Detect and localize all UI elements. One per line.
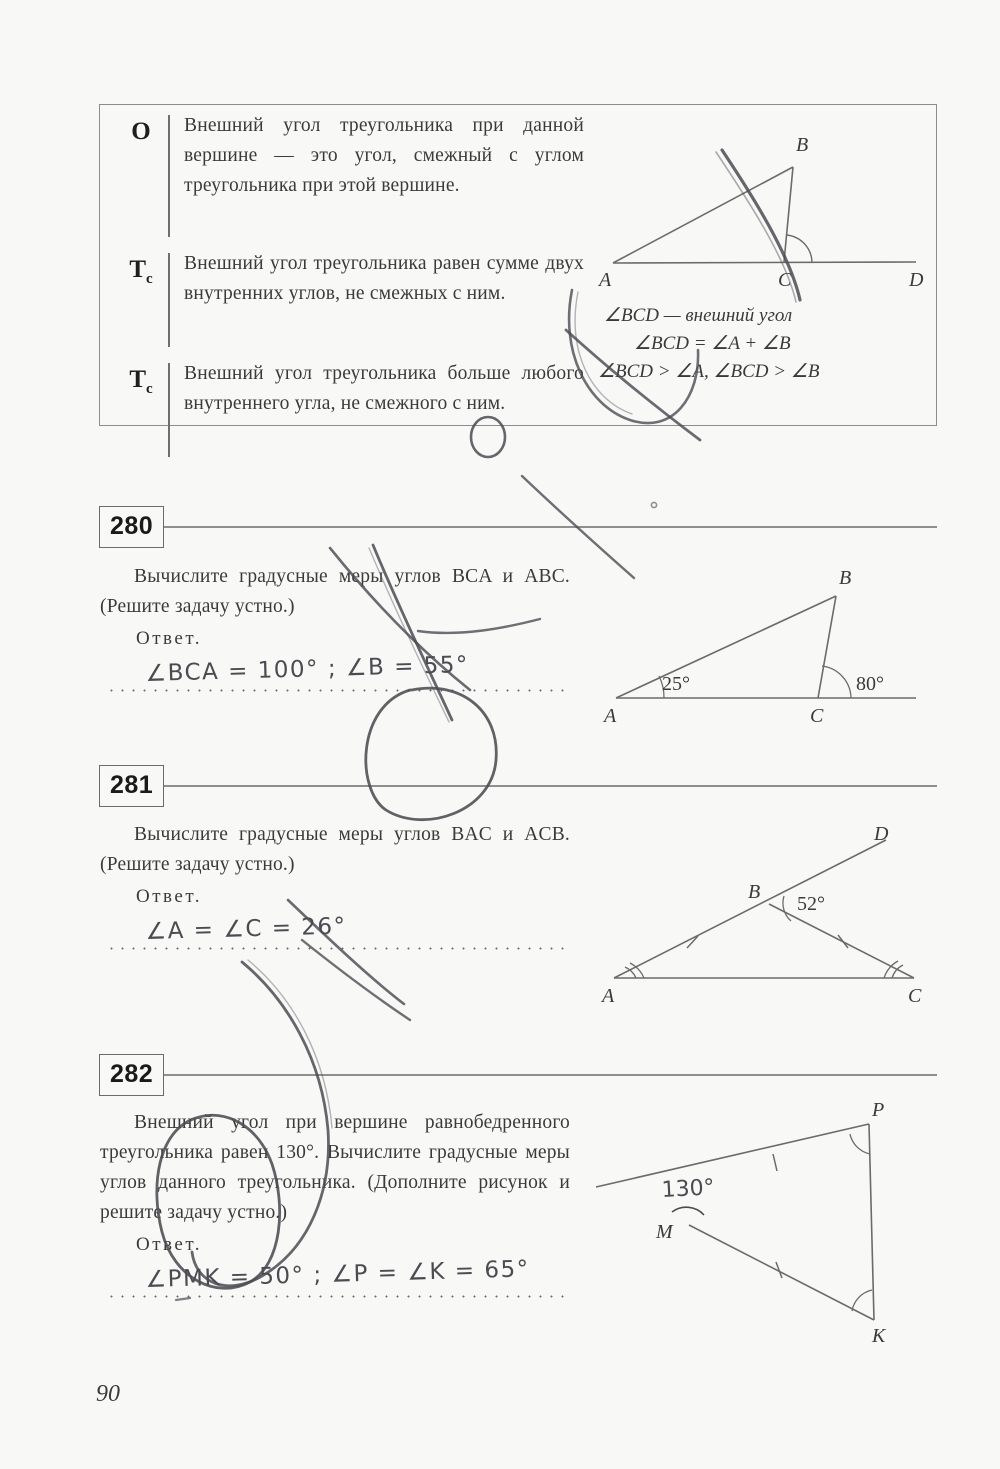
definition-row	[114, 111, 584, 237]
vertex-label-a: A	[599, 269, 612, 291]
exercise-text-281: Вычислите градусные меры углов BAC и ACB. (Решите задачу устно.)	[100, 824, 570, 875]
exercise-text-282: Внешний угол при вершине равнобедренного треугольника равен 130°. Вычислите градусные меры углов данного треугольника. (Дополните рисунок и решите задачу устно.)	[100, 1112, 570, 1223]
marker-letter: Т	[129, 256, 146, 283]
figure-caption-3: ∠BCD > ∠A, ∠BCD > ∠B	[598, 361, 820, 382]
exercise-header-282	[99, 1054, 937, 1096]
figure-caption-1: ∠BCD — внешний угол	[604, 305, 793, 326]
answer-label-282: Ответ.	[136, 1234, 202, 1255]
line-bc	[769, 904, 914, 978]
figure-svg	[586, 822, 931, 1017]
definition-row	[114, 359, 584, 457]
definition-row	[114, 249, 584, 347]
angle-arc-a-inner	[625, 967, 636, 978]
exercise-header-280	[99, 506, 937, 548]
line-abd	[614, 840, 886, 978]
answer-label-281: Ответ.	[136, 886, 202, 907]
vertex-label-m: M	[656, 1221, 673, 1243]
page-number: 90	[96, 1381, 120, 1407]
answer-dotted-line	[106, 1295, 570, 1298]
vertical-divider	[168, 253, 170, 347]
figure-svg	[586, 1092, 931, 1357]
vertex-label-a: A	[604, 705, 617, 727]
marker-theorem	[114, 359, 168, 404]
line-ab	[616, 596, 836, 698]
handwritten-answer-281: ∠A = ∠C = 26°	[145, 913, 347, 946]
marker-letter: О	[131, 118, 151, 145]
answer-slot-282[interactable]	[100, 1256, 570, 1304]
vertex-label-d: D	[874, 823, 889, 845]
exercise-header-281	[99, 765, 937, 807]
definition-rows	[114, 111, 584, 469]
handwritten-answer-280: ∠BCA = 100° ; ∠B = 55°	[145, 651, 470, 688]
answer-dotted-line	[106, 947, 570, 950]
line-bc	[784, 167, 793, 262]
exercise-text-280: Вычислите градусные меры углов BCA и ABC. (Решите задачу устно.)	[100, 566, 570, 617]
figure-svg	[586, 123, 931, 413]
figure-exercise-282	[586, 1092, 931, 1357]
vertex-label-b: B	[796, 134, 809, 156]
vertex-label-a: A	[602, 985, 615, 1007]
vertex-label-p: P	[872, 1099, 885, 1121]
angle-value-m-handwritten: 130°	[661, 1175, 716, 1203]
exercise-number-281: 281	[99, 765, 164, 807]
figure-exercise-280	[586, 556, 926, 731]
figure-svg	[586, 556, 926, 731]
doodle-stroke	[248, 960, 332, 1128]
angle-arc-bcd	[786, 235, 812, 262]
angle-arc-a-outer	[630, 963, 644, 978]
line-mk	[689, 1225, 874, 1320]
exercise-rule	[164, 785, 937, 786]
vertex-label-k: K	[872, 1325, 886, 1347]
vertex-label-c: C	[810, 705, 824, 727]
exercise-number-280: 280	[99, 506, 164, 548]
marker-subscript: с	[146, 381, 153, 397]
figure-caption-2: ∠BCD = ∠A + ∠B	[634, 333, 791, 354]
definition-box	[99, 104, 937, 426]
vertex-label-b: B	[839, 567, 852, 589]
handwritten-answer-282: ∠PMK = 50° ; ∠P = ∠K = 65°	[145, 1256, 530, 1294]
marker-subscript: с	[146, 271, 153, 287]
vertex-label-b: B	[748, 881, 761, 903]
marker-definition	[114, 111, 168, 156]
angle-arc-dbc	[783, 896, 791, 921]
line-ray-mp	[596, 1124, 869, 1187]
vertical-divider	[168, 363, 170, 457]
answer-slot-280[interactable]	[100, 651, 570, 698]
definition-text: Внешний угол треугольника больше любого внутреннего угла, не смежного с ним.	[184, 363, 584, 414]
exercise-rule	[164, 526, 937, 527]
line-ad	[613, 262, 916, 263]
marker-letter: Т	[129, 366, 146, 393]
line-ab	[613, 167, 793, 263]
exercise-number-282: 282	[99, 1054, 164, 1096]
answer-dotted-line	[106, 689, 570, 692]
vertex-label-c: C	[908, 985, 922, 1007]
marker-theorem	[114, 249, 168, 294]
angle-arc-m	[672, 1207, 704, 1215]
answer-label-280: Ответ.	[136, 628, 202, 649]
angle-value-a: 25°	[662, 673, 690, 695]
definition-text: Внешний угол треугольника равен сумме двух внутренних углов, не смежных с ним.	[184, 253, 584, 304]
exercise-rule	[164, 1074, 937, 1075]
vertex-label-d: D	[909, 269, 924, 291]
angle-arc-p	[850, 1134, 870, 1154]
angle-value-c: 80°	[856, 673, 884, 695]
exercise-body-282	[100, 1108, 570, 1304]
vertex-label-c: C	[778, 269, 792, 291]
angle-arc-c	[822, 666, 851, 698]
answer-slot-281[interactable]	[100, 914, 570, 956]
figure-exercise-281	[586, 822, 931, 1017]
exercise-body-281	[100, 820, 570, 956]
figure-exterior-angle	[586, 123, 931, 413]
tick-mark-bc	[838, 935, 848, 948]
definition-text: Внешний угол треугольника при данной вершине — это угол, смежный с углом треугольника при этой вершине.	[184, 115, 584, 196]
line-bc	[818, 596, 836, 698]
exercise-body-280	[100, 562, 570, 698]
vertical-divider	[168, 115, 170, 237]
angle-arc-k	[852, 1290, 872, 1311]
tick-mark-mp	[773, 1154, 777, 1171]
angle-value-dbc: 52°	[797, 893, 825, 915]
